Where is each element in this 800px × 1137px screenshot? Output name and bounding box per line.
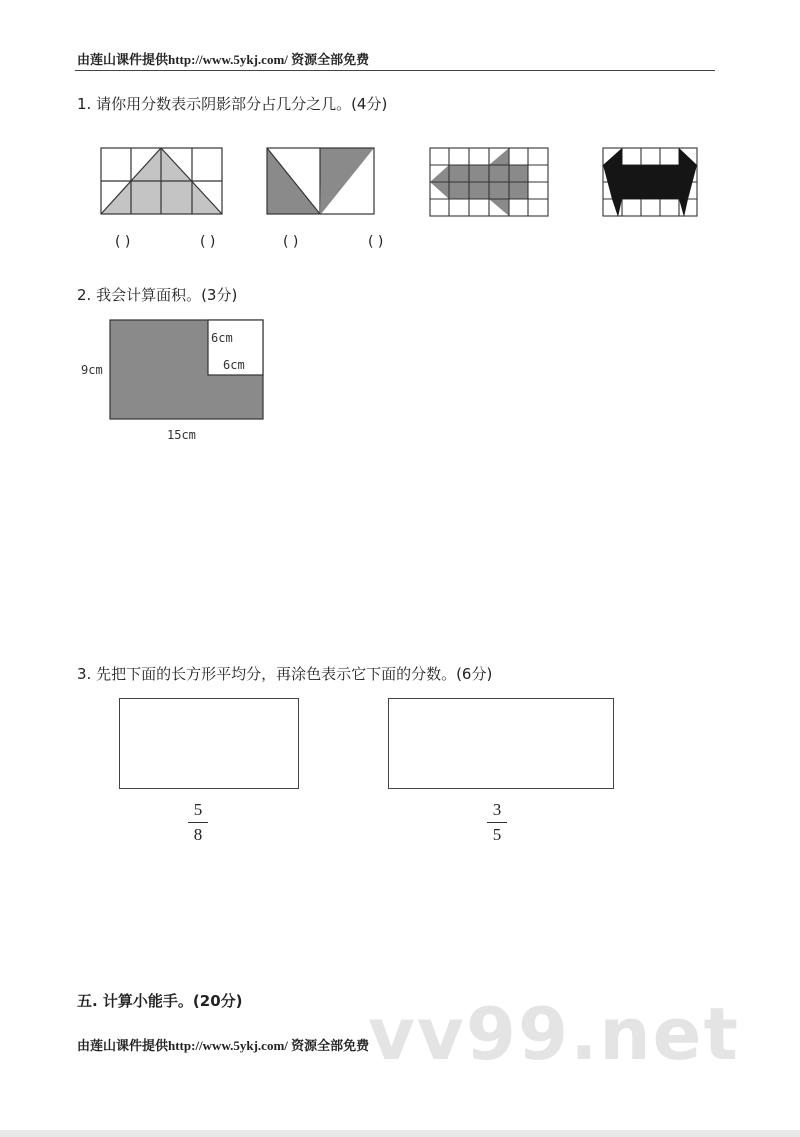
denominator: 8 — [193, 825, 203, 844]
fraction-5-8 — [188, 800, 208, 845]
answer-blank-3[interactable]: ( ) — [283, 234, 299, 250]
question-3-title: 3. 先把下面的长方形平均分，再涂色表示它下面的分数。(6分) — [77, 665, 493, 683]
figure-triangle-grid — [100, 147, 225, 217]
page-footer: 由莲山课件提供http://www.5ykj.com/ 资源全部免费 — [77, 1038, 370, 1053]
page-header: 由莲山课件提供http://www.5ykj.com/ 资源全部免费 — [77, 52, 370, 67]
watermark: vv99.net — [368, 992, 740, 1076]
cut-width-label: 6cm — [223, 358, 245, 372]
question-2-title: 2. 我会计算面积。(3分) — [77, 286, 238, 304]
question-1-title: 1. 请你用分数表示阴影部分占几分之几。(4分) — [77, 95, 388, 113]
header-rule — [75, 70, 715, 71]
width-label: 15cm — [167, 428, 196, 442]
section-5-title: 五. 计算小能手。(20分) — [77, 992, 243, 1010]
answer-blank-4[interactable]: ( ) — [368, 234, 384, 250]
answer-blank-1[interactable]: ( ) — [115, 234, 131, 250]
page-bottom-edge — [0, 1130, 800, 1137]
figure-arrow-grid — [429, 147, 551, 219]
numerator: 3 — [492, 800, 502, 819]
rectangle-1 — [119, 698, 299, 789]
figure-black-shape-grid — [602, 147, 700, 219]
numerator: 5 — [193, 800, 203, 819]
cut-height-label: 6cm — [211, 331, 233, 345]
denominator: 5 — [492, 825, 502, 844]
fraction-3-5 — [487, 800, 507, 845]
answer-blank-2[interactable]: ( ) — [200, 234, 216, 250]
rectangle-2 — [388, 698, 614, 789]
height-label: 9cm — [81, 363, 103, 377]
figure-two-triangles — [266, 147, 378, 217]
